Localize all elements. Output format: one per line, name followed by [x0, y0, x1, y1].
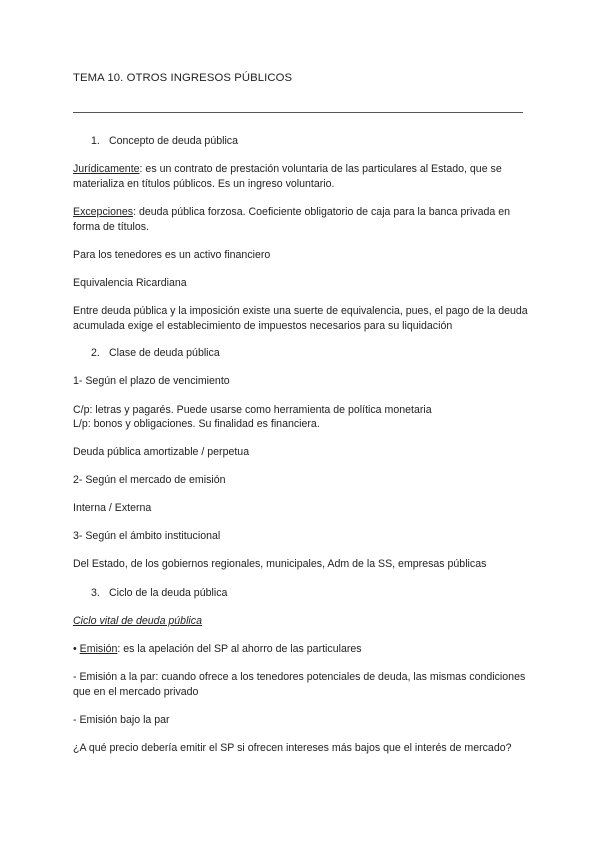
term-excepciones: Excepciones	[73, 206, 134, 218]
paragraph-corto-plazo: C/p: letras y pagarés. Puede usarse como herramienta de política monetaria	[73, 404, 432, 416]
paragraph-ambito: 3- Según el ámbito institucional	[73, 530, 221, 542]
section-heading-2: 2. Clase de deuda pública	[91, 347, 220, 359]
paragraph-ciclo-vital: Ciclo vital de deuda pública	[73, 615, 202, 627]
paragraph-amortizable: Deuda pública amortizable / perpetua	[73, 446, 250, 458]
paragraph-equivalencia: Equivalencia Ricardiana	[73, 277, 187, 289]
term-juridicamente: Jurídicamente	[73, 163, 140, 175]
paragraph-a-la-par: - Emisión a la par: cuando ofrece a los tenedores potenciales de deuda, las mismas condiciones que en el mercado privado	[73, 671, 526, 698]
paragraph-entre: Entre deuda pública y la imposición existe una suerte de equivalencia, pues, el pago de la deuda acumulada exige el establecimiento de impuestos necesarios para su liquidación	[73, 305, 528, 332]
paragraph-juridicamente: Jurídicamente: es un contrato de prestación voluntaria de las particulares al Estado, que se materializa en títulos públicos. Es un ingreso voluntario.	[73, 163, 502, 190]
paragraph-plazo: 1- Según el plazo de vencimiento	[73, 375, 230, 387]
bullet: •	[73, 643, 77, 655]
term-emision: Emisión	[79, 643, 118, 655]
horizontal-rule	[73, 112, 523, 113]
paragraph-estado: Del Estado, de los gobiernos regionales, municipales, Adm de la SS, empresas públicas	[73, 558, 487, 570]
paragraph-interna: Interna / Externa	[73, 502, 152, 514]
paragraph-largo-plazo: L/p: bonos y obligaciones. Su finalidad es financiera.	[73, 418, 320, 430]
paragraph-tenedores: Para los tenedores es un activo financiero	[73, 249, 271, 261]
paragraph-bajo-la-par: - Emisión bajo la par	[73, 714, 170, 726]
paragraph-emision: • Emisión: es la apelación del SP al ahorro de las particulares	[73, 643, 362, 655]
paragraph-excepciones: Excepciones: deuda pública forzosa. Coeficiente obligatorio de caja para la banca privada en forma de títulos.	[73, 206, 510, 233]
section-heading-3: 3. Ciclo de la deuda pública	[91, 587, 228, 599]
paragraph-pregunta: ¿A qué precio debería emitir el SP si ofrecen intereses más bajos que el interés de mercado?	[73, 742, 512, 754]
page-title: TEMA 10. OTROS INGRESOS PÚBLICOS	[73, 72, 293, 84]
section-heading-1: 1. Concepto de deuda pública	[91, 135, 238, 147]
paragraph-mercado: 2- Según el mercado de emisión	[73, 474, 226, 486]
